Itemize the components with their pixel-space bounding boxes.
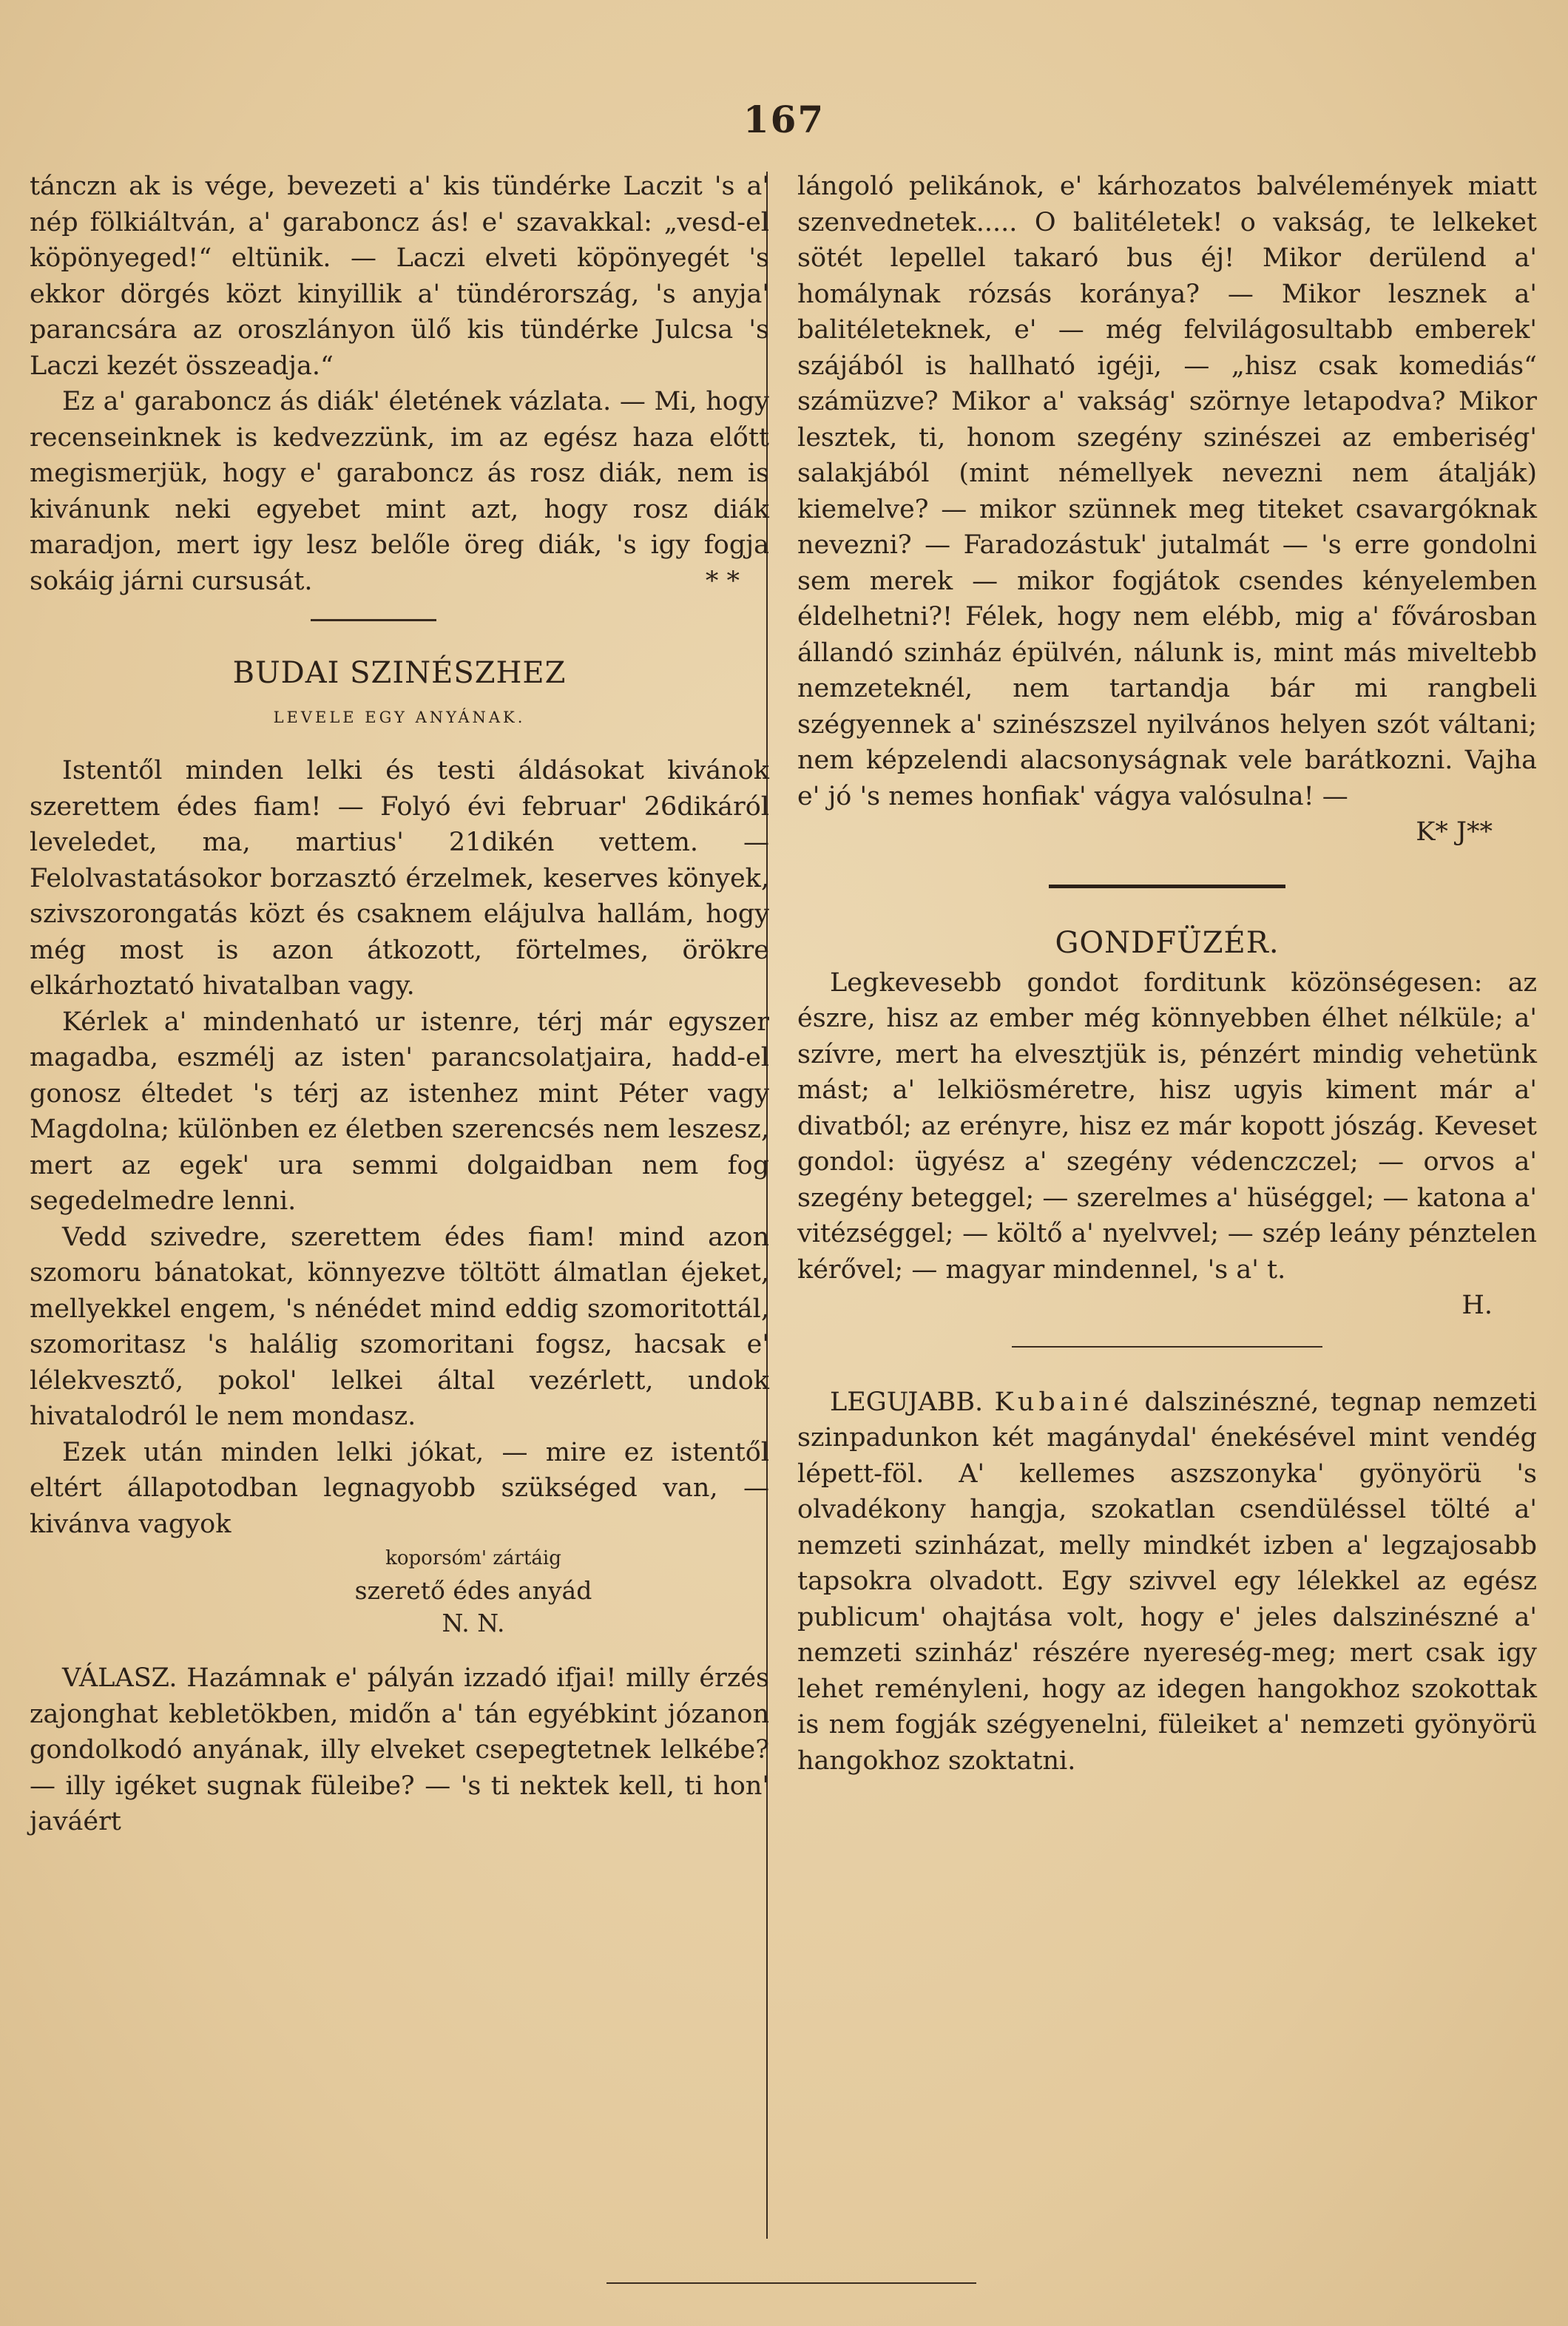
paragraph: Ezek után minden lelki jókat, — mire ez istentől eltért állapotodban legnagyobb szükséged van, — kivánva vagyok	[30, 1437, 769, 1539]
signature: H.	[1461, 1291, 1493, 1320]
letter-closing: szerető édes anyád	[354, 1576, 592, 1605]
section-rule	[1049, 885, 1285, 888]
performer-name: Kubainé	[994, 1387, 1134, 1417]
article-heading: GONDFÜZÉR.	[1055, 925, 1280, 960]
letter-signature: N. N.	[442, 1609, 505, 1637]
paragraph: lángoló pelikánok, e' kárhozatos balvélemények miatt szenvednetek..... O balitéletek! o vakság, te lelkeket sötét lepellel takaró bus éj! Mikor derülend a' homálynak rózsás koránya? — Mikor lesznek a' balitéleteknek, e' — még felvilágosultabb emberek' szájából is hallható igéji, — „hisz csak komediás“ számüzve? Mikor a' vakság' szörnye letapodva? Mikor lesztek, ti, honom szegény szinészei az emberiség' salakjából (mint némellyek nevezni nem átalják) kiemelve? — mikor szünnek meg titeket csavargóknak nevezni? — Faradozástuk' jutalmát — 's erre gondolni sem merek — mikor fogjátok csendes kényelemben éldelhetni?! Félek, hogy nem elébb, mig a' fővárosban állandó szinház épülvén, nálunk is, mint más miveltebb nemzeteknél, nem tartandja bár mi rangbeli szégyennek a' szinészszel nyilvános helyen szót váltani; nem képzelendi alacsonyságnak vele barátkozni. Vajha e' jó 's nemes honfiak' vágya valósulna! —	[797, 172, 1537, 811]
section-rule	[1012, 1346, 1322, 1348]
section-rule	[311, 619, 436, 621]
paragraph: VÁLASZ. Hazámnak e' pályán izzadó ifjai! milly érzés zajonghat kebletökben, midőn a' tán egyébkint józanon gondolkodó anyának, illy elveket csepegtetnek lelkébe? — illy igéket sugnak füleibe? — 's ti nektek kell, ti hon' javáért	[30, 1663, 769, 1836]
news-lead: LEGUJABB.	[830, 1387, 984, 1417]
news-text: dalszinészné, tegnap nemzeti szinpadunkon két magánydal' énekésével mint vendég lépett-föl. A' kellemes aszszonyka' gyönyörü 's olvadékony hangja, szokatlan csendüléssel tölté a' nemzeti szinházat, melly mindkét izben a' legzajosabb tapsokra olvadott. Egy szivvel egy lélekkel az egész publicum' ohajtása volt, hogy e' jeles dalszinészné a' nemzeti szinház' részére nyereség-meg; mert csak igy lehet reményleni, hogy az idegen hangokhoz szokottak is nem fogják szégyenelni, füleiket a' nemzeti gyönyörü hangokhoz szoktatni.	[797, 1387, 1537, 1776]
signature: * *	[705, 567, 740, 596]
paragraph: Legkevesebb gondot forditunk közönségesen: az észre, hisz az ember még könnyebben élhet nélküle; a' szívre, mert ha elvesztjük is, pénzért mindig vehetünk mást; a' lelkiösméretre, hisz ugyis kiment már a' divatból; az erényre, hisz ez már kopott jószág. Keveset gondol: ügyész a' szegény védenczczel; — orvos a' szegény beteggel; — szerelmes a' hüséggel; — katona a' vitézséggel; — költő a' nyelvvel; — szép leány pénztelen kérővel; — magyar mindennel, 's a' t.	[797, 967, 1537, 1285]
letter-closing: koporsóm' zártáig	[385, 1547, 561, 1569]
bottom-rule	[606, 2282, 976, 2284]
paragraph	[797, 1385, 1537, 1779]
signature: K* J**	[1416, 817, 1493, 847]
left-column	[30, 169, 769, 1840]
article-subheading: LEVELE EGY ANYÁNAK.	[273, 708, 526, 726]
paragraph: tánczn ak is vége, bevezeti a' kis tündérke Laczit 's a' nép fölkiáltván, a' garaboncz ás! e' szavakkal: „vesd-el köpönyeged!“ eltünik. — Laczi elveti köpönyegét 's ekkor dörgés közt kinyillik a' tündérország, 's anyja' parancsára az oroszlányon ülő kis tündérke Julcsa 's Laczi kezét összeadja.“	[30, 172, 769, 381]
right-column	[797, 169, 1537, 1779]
page-number: 167	[743, 98, 825, 141]
article-heading: BUDAI SZINÉSZHEZ	[232, 655, 567, 690]
paragraph: Vedd szivedre, szerettem édes fiam! mind azon szomoru bánatokat, könnyezve töltött álmatlan éjeket, mellyekkel engem, 's nénédet mind eddig szomoritottál, szomoritasz 's halálig szomoritani fogsz, hacsak e' lélekvesztő, pokol' lelkei által vezérlett, undok hivatalodról le nem mondasz.	[30, 1222, 769, 1431]
paragraph: Ez a' garaboncz ás diák' életének vázlata. — Mi, hogy recenseinknek is kedvezzünk, im az egész haza előtt megismerjük, hogy e' garaboncz ás rosz diák, nem is kivánunk neki egyebet mint azt, hogy rosz diák maradjon, mert igy lesz belőle öreg diák, 's igy fogja sokáig járni cursusát.	[30, 387, 769, 596]
paragraph: Kérlek a' mindenható ur istenre, térj már egyszer magadba, eszmélj az isten' parancsolatjaira, hadd-el gonosz éltedet 's térj az istenhez mint Péter vagy Magdolna; különben ez életben szerencsés nem leszesz, mert az egek' ura semmi dolgaidban nem fog segedelmedre lenni.	[30, 1007, 769, 1216]
paragraph: Istentől minden lelki és testi áldásokat kivánok szerettem édes fiam! — Folyó évi februar' 26dikáról leveledet, ma, martius' 21dikén vettem. — Felolvastatásokor borzasztó érzelmek, keserves könyek, szivszorongatás közt és csaknem elájulva hallám, hogy még most is azon átkozott, förtelmes, örökre elkárhoztató hivatalban vagy.	[30, 756, 769, 1001]
